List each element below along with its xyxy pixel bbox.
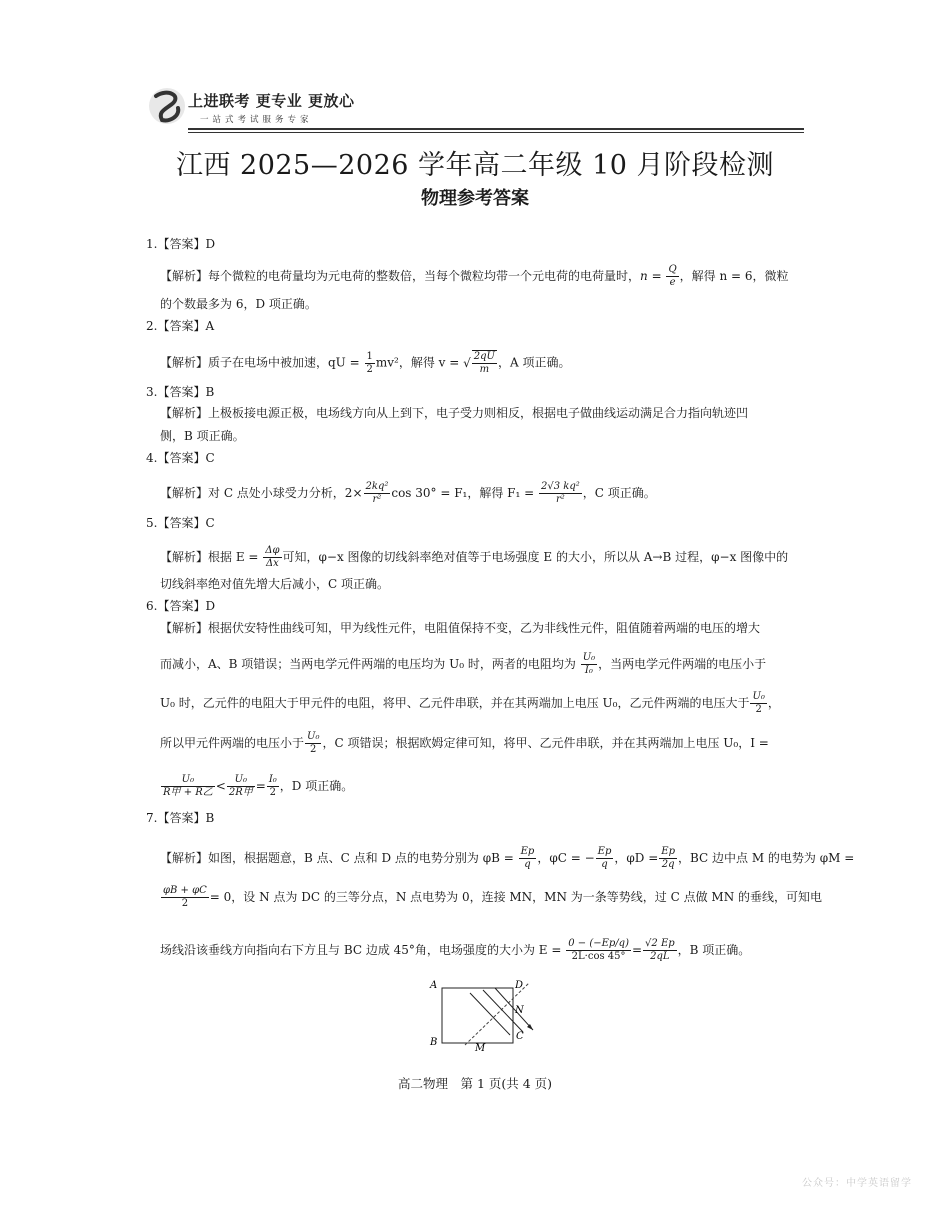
q7-explanation-line3 xyxy=(160,938,750,963)
q5-text-a: 【解析】根据 E = xyxy=(160,550,259,564)
fraction-one-half: $\frac{1}{2}$ xyxy=(366,350,373,375)
fraction-current-series-2: $\frac{\text{U₀}}{\text{2R甲}}$ xyxy=(228,774,253,798)
sqrt-symbol: √ xyxy=(463,356,471,370)
q6-explanation-line3 xyxy=(160,691,780,716)
q1-explanation-line1: 【解析】每个微粒的电荷量均为元电荷的整数倍，当每个微粒均带一个元电荷的电荷量时，n = $\frac{Q}{e}$ ，解得 n = 6，微粒 xyxy=(160,264,789,288)
q1-text-a: 【解析】每个微粒的电荷量均为元电荷的整数倍，当每个微粒均带一个元电荷的电荷量时， xyxy=(160,269,641,283)
q7-text-1b: ，φC = − xyxy=(537,851,595,865)
page-subtitle: 物理参考答案 xyxy=(421,188,529,209)
label-b: B xyxy=(430,1037,438,1048)
fraction-u0-2: $\frac{\text{U₀}}{2}$ xyxy=(752,691,765,715)
q4-answer: 4.【答案】C xyxy=(146,451,215,465)
q1-text-b: ，解得 n = 6，微粒 xyxy=(679,269,789,283)
q7-answer: 7.【答案】B xyxy=(146,811,215,825)
q6-text-2a: 而减小，A、B 项错误；当两电学元件两端的电压均为 U₀ 时，两者的电阻均为 xyxy=(160,657,576,671)
field-diagram xyxy=(425,975,545,1055)
fraction-i0-2: $\frac{\text{I₀}}{2}$ xyxy=(268,774,277,798)
q4-text-a: 【解析】对 C 点处小球受力分析，2× xyxy=(160,486,363,500)
equals-sign: = xyxy=(255,779,266,793)
q2-text-a: 【解析】质子在电场中被加速，qU = xyxy=(160,355,360,370)
q1-explanation-line2: 的个数最多为 6，D 项正确。 xyxy=(160,297,317,311)
header-rule-thin xyxy=(188,132,804,133)
q2-answer: 2.【答案】A xyxy=(146,319,215,333)
fraction-2kq2-r2: $\frac{\text{2kq²}}{\text{r²}}$ xyxy=(365,481,389,505)
q6-explanation-line5 xyxy=(160,774,353,799)
q7-text-1d: ，BC 边中点 M 的电势为 φM = xyxy=(677,851,855,865)
fraction-q-over-e: $\frac{Q}{e}$ xyxy=(668,264,677,288)
header-rule xyxy=(188,128,804,130)
q6-explanation-line1: 【解析】根据伏安特性曲线可知，甲为线性元件，电阻值保持不变，乙为非线性元件，阻值随着两端的电压的增大 xyxy=(160,621,761,635)
q7-explanation-line1 xyxy=(160,846,854,871)
q6-text-3a: U₀ 时，乙元件的电阻大于甲元件的电阻，将甲、乙元件串联，并在其两端加上电压 U₀，乙元件两端的电压大于 xyxy=(160,696,750,710)
q7-text-3b: = xyxy=(631,943,643,957)
q5-text-b: 可知，φ−x 图像的切线斜率绝对值等于电场强度 E 的大小，所以从 A→B 过程，φ−x 图像中的 xyxy=(282,550,789,564)
fraction-e-result: $\frac{√2 Ep}{2qL}$ xyxy=(645,938,675,962)
header xyxy=(148,84,804,134)
q4-explanation-line1 xyxy=(160,481,656,506)
fraction-u0-i0: $\frac{\text{U₀}}{\text{I₀}}$ xyxy=(582,652,596,676)
label-a: A xyxy=(430,980,438,991)
watermark: 公众号：中学英语留学 xyxy=(802,1178,912,1189)
fraction-u0-2-b: $\frac{\text{U₀}}{2}$ xyxy=(307,731,320,755)
fraction-phi-m: $\frac{\varphi B + \varphi C}{2}$ xyxy=(163,885,207,909)
q6-text-4a: 所以甲元件两端的电压小于 xyxy=(160,736,305,750)
fraction-2sqrt3-kq2-r2: $\frac{\text{2√3 kq²}}{\text{r²}}$ xyxy=(541,481,580,505)
q2-explanation-line1 xyxy=(160,350,570,376)
fraction-ep-q: $\frac{Ep}{q}$ xyxy=(520,846,535,870)
fraction-e-field: $\frac{0 - (-Ep/q)}{2L\cdot\cos 45^\circ}$ xyxy=(568,938,629,962)
logo-icon xyxy=(148,86,186,126)
q3-explanation-line1: 【解析】上极板接电源正极，电场线方向从上到下，电子受力则相反，根据电子做曲线运动满足合力指向轨迹凹 xyxy=(160,406,749,420)
page-title: 江西 2025—2026 学年高二年级 10 月阶段检测 xyxy=(175,150,775,181)
q6-explanation-line4 xyxy=(160,731,769,756)
q6-text-2b: ，当两电学元件两端的电压小于 xyxy=(598,657,767,671)
header-tagline: 一站式考试服务专家 xyxy=(200,115,313,125)
q7-text-1a: 【解析】如图，根据题意，B 点、C 点和 D 点的电势分别为 φB = xyxy=(160,851,514,865)
q6-text-3b: ， xyxy=(767,696,780,710)
q6-answer: 6.【答案】D xyxy=(146,599,216,613)
fraction-dphi-dx: $\frac{\Delta\varphi}{\Delta x}$ xyxy=(265,545,280,569)
q6-text-5b: ，D 项正确。 xyxy=(279,779,354,793)
label-n: N xyxy=(515,1005,524,1016)
label-m: M xyxy=(475,1043,486,1054)
q5-explanation-line1 xyxy=(160,545,788,570)
fraction-current-series: $\frac{\text{U₀}}{\text{R甲 + R乙}}$ xyxy=(163,774,213,798)
q5-explanation-line2: 切线斜率绝对值先增大后减小，C 项正确。 xyxy=(160,577,389,591)
q4-text-c: ，C 项正确。 xyxy=(582,486,656,500)
q7-explanation-line2 xyxy=(160,885,822,910)
label-c: C xyxy=(516,1031,524,1042)
fraction-ep-q-b: $\frac{Ep}{q}$ xyxy=(597,846,612,870)
less-than-sign: < xyxy=(215,779,226,793)
page-footer: 高二物理 第 1 页(共 4 页) xyxy=(397,1076,553,1091)
q4-text-b: cos 30° = F₁，解得 F₁ = xyxy=(391,486,535,500)
q7-text-3c: ，B 项正确。 xyxy=(677,943,751,957)
q6-text-4b: ，C 项错误；根据欧姆定律可知，将甲、乙元件串联，并在其两端加上电压 U₀，I = xyxy=(322,736,769,750)
q7-text-1c: ，φD = xyxy=(614,851,659,865)
fraction-2qu-m: $\frac{2qU}{m}$ xyxy=(473,351,495,375)
q2-text-b: mv²，解得 v = xyxy=(375,355,460,370)
q1-answer: 1.【答案】D xyxy=(146,237,216,251)
q7-text-2b: = 0，设 N 点为 DC 的三等分点，N 点电势为 0，连接 MN，MN 为一条等势线，过 C 点做 MN 的垂线，可知电 xyxy=(209,890,823,904)
q7-text-3a: 场线沿该垂线方向指向右下方且与 BC 边成 45°角，电场强度的大小为 E = xyxy=(160,943,562,957)
label-d: D xyxy=(515,980,524,991)
field-line-1 xyxy=(470,993,510,1035)
q2-text-c: ，A 项正确。 xyxy=(498,355,571,370)
fraction-ep-2q: $\frac{Ep}{2q}$ xyxy=(661,846,675,870)
q5-answer: 5.【答案】C xyxy=(146,516,215,530)
q3-explanation-line2: 侧，B 项正确。 xyxy=(160,429,245,443)
q3-answer: 3.【答案】B xyxy=(146,385,215,399)
header-slogan: 上进联考 更专业 更放心 xyxy=(188,92,355,110)
q6-explanation-line2 xyxy=(160,652,766,677)
